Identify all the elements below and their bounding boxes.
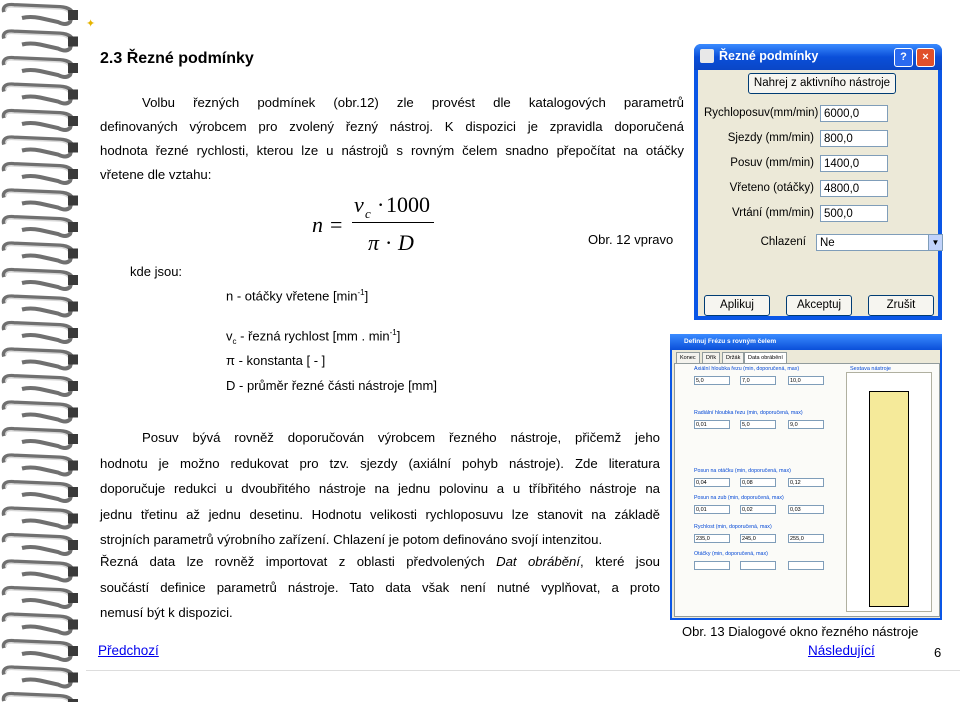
body2-line: součástí definice parametrů nástroje. Tato data však není nutné vyplňovat, a proto [100,579,660,595]
group-label: Rychlost (min, doporučená, max) [694,524,772,530]
group-label: Radiální hloubka řezu (min, doporučená, max) [694,410,803,416]
chevron-down-icon[interactable]: ▼ [928,234,943,251]
close-button[interactable]: × [916,48,935,67]
radial-max[interactable]: 9,0 [788,420,824,429]
var-n: n - otáčky vřetene $[\min^{-1}]$ [226,288,369,304]
page-number: 6 [934,645,942,660]
var-pi: π - konstanta [ - ] [226,353,326,368]
var-d: D - průměr řezné části nástroje [mm] [226,378,437,393]
dialog-body [698,70,938,316]
group-label: Posun na otáčku (min, doporučená, max) [694,468,791,474]
binder-ring [4,588,78,607]
binder-ring [4,667,78,686]
prev-link[interactable]: Předchozí [98,643,159,658]
field-label: Rychloposuv(mm/min) [704,107,819,119]
feed-input[interactable]: 1400,0 [820,155,888,172]
radial-rec[interactable]: 5,0 [740,420,776,429]
body-line: doporučuje redukci u dvoubřitého nástroje na jednu polovinu a u tříbřitého nástroje na [100,481,660,496]
binder-ring [4,217,78,236]
define-tool-dialog [670,334,942,620]
body-paragraph [100,425,660,553]
body2-paragraph [100,549,660,626]
apply-button[interactable]: Aplikuj [704,295,770,316]
tab-drzak[interactable]: Držák [722,352,744,364]
binder-ring [4,31,78,50]
binder-ring [4,614,78,633]
feedrev-rec[interactable]: 0,08 [740,478,776,487]
binder-ring [4,5,78,24]
plunge-input[interactable]: 800,0 [820,130,888,147]
intro-line: hodnota řezné rychlosti, kterou lze u nástrojů s rovným čelem snadno přepočítat na otáčky [100,143,684,158]
feedrev-max[interactable]: 0,12 [788,478,824,487]
cutting-conditions-dialog [694,44,942,320]
formula-pi: π [368,230,380,255]
formula-dot: · [385,230,393,255]
body2-line: nemusí být k dispozici. [100,605,233,620]
rapid-input[interactable]: 6000,0 [820,105,888,122]
binder-ring [4,508,78,527]
section-title: 2.3 Řezné podmínky [100,50,254,67]
dialog-title: Řezné podmínky [719,49,819,63]
binder-ring [4,296,78,315]
formula-subscript: c [365,206,371,221]
tab-drik[interactable]: Dřík [702,352,720,364]
formula-1000: 1000 [386,192,430,217]
binder-ring [4,455,78,474]
tab-data-obrabeni[interactable]: Data obrábění [744,352,787,364]
binder-ring [4,429,78,448]
binder-ring [4,376,78,395]
fig13-caption: Obr. 13 Dialogové okno řezného nástroje [682,624,919,639]
var-vc: $v_c$ - řezná rychlost [mm . $\min^{-1}$] [226,328,401,346]
binder-ring [4,323,78,342]
intro-line: Volbu řezných podmínek (obr.12) zle provést dle katalogových parametrů [142,95,684,110]
intro-line: definovaných výrobcem pro zvolený řezný nástroj. K dispozici je zpravidla doporučená [100,119,684,134]
formula-lhs: n [312,212,323,237]
body-line: jednu třetinu až jednu desetinu. Hodnotu velikosti rychloposuvu lze stanovit na základě [100,506,660,522]
binder-ring [4,164,78,183]
speed-max[interactable]: 255,0 [788,534,824,543]
tab-konec[interactable]: Konec [676,352,700,364]
preview-label: Sestava nástroje [850,366,891,372]
bookmark-icon: ✦ [86,18,96,30]
load-from-tool-button[interactable]: Nahrej z aktivního nástroje [748,73,896,94]
binder-ring [4,243,78,262]
axial-min[interactable]: 5,0 [694,376,730,385]
spindle-input[interactable]: 4800,0 [820,180,888,197]
field-label: Vrtání (mm/min) [732,207,814,219]
rpm-min[interactable] [694,561,730,570]
fig12-caption: Obr. 12 vpravo [588,232,674,247]
cooling-value: Ne [820,237,835,249]
feedtooth-rec[interactable]: 0,02 [740,505,776,514]
tool-shape [869,391,909,607]
binder-ring [4,270,78,289]
body2-line: Řezná data lze rovněž importovat z oblasti předvolených Dat obrábění, které jsou [100,554,660,569]
field-label: Posuv (mm/min) [730,157,814,169]
tool-preview [846,366,932,612]
footer-divider [86,670,960,671]
group-label: Otáčky (min, doporučená, max) [694,551,768,557]
binder-rings [0,0,86,702]
axial-rec[interactable]: 7,0 [740,376,776,385]
body-line: Posuv bývá rovněž doporučován výrobcem řezného nástroje, přičemž jeho [142,430,660,445]
cooling-select[interactable] [816,234,938,251]
drilling-input[interactable]: 500,0 [820,205,888,222]
binder-ring [4,482,78,501]
define-tool-title: Definuj Frézu s rovným čelem [684,338,777,345]
intro-line: vřetene dle vztahu: [100,167,212,182]
intro-paragraph [100,92,684,188]
rpm-max[interactable] [788,561,824,570]
binder-ring [4,561,78,580]
field-label: Sjezdy (mm/min) [727,132,814,144]
body-line: strojních parametrů výrobního zařízení. Chlazení je potom definováno svojí intenzitou. [100,532,603,547]
feedtooth-max[interactable]: 0,03 [788,505,824,514]
help-button[interactable]: ? [894,48,913,67]
formula-equals: = [330,212,343,237]
binder-ring [4,641,78,660]
formula-dot: · [377,192,385,217]
binder-ring [4,349,78,368]
app-icon [700,49,714,63]
binder-ring [4,137,78,156]
binder-ring [4,694,78,702]
group-label: Posun na zub (min, doporučená, max) [694,495,784,501]
binder-ring [4,84,78,103]
body-line: hodnotu je možno redukovat pro tzv. sjezdy (axiální pohyb nástroje). Zde literatura [100,455,660,471]
cancel-button[interactable]: Zrušit [868,295,934,316]
define-tool-titlebar [670,334,942,350]
feedrev-min[interactable]: 0,04 [694,478,730,487]
axial-max[interactable]: 10,0 [788,376,824,385]
binder-ring [4,58,78,77]
group-label: Axiální hloubka řezu (min, doporučená, max) [694,366,800,372]
accept-button[interactable]: Akceptuj [786,295,852,316]
speed-min[interactable]: 235,0 [694,534,730,543]
formula-v: v [354,192,364,217]
rpm-rec[interactable] [740,561,776,570]
binder-ring [4,190,78,209]
define-tool-body [672,350,940,618]
next-link[interactable]: Následující [808,643,875,658]
radial-min[interactable]: 0,01 [694,420,730,429]
where-label: kde jsou: [130,264,183,279]
binder-ring [4,535,78,554]
binder-ring [4,111,78,130]
feedtooth-min[interactable]: 0,01 [694,505,730,514]
formula-d: D [398,230,414,255]
dialog-titlebar [694,44,942,70]
field-label: Vřeteno (otáčky) [729,182,814,194]
cooling-label: Chlazení [760,236,806,248]
speed-rec[interactable]: 245,0 [740,534,776,543]
fraction-bar [352,222,434,223]
binder-ring [4,402,78,421]
binder-rings-svg [0,0,86,702]
